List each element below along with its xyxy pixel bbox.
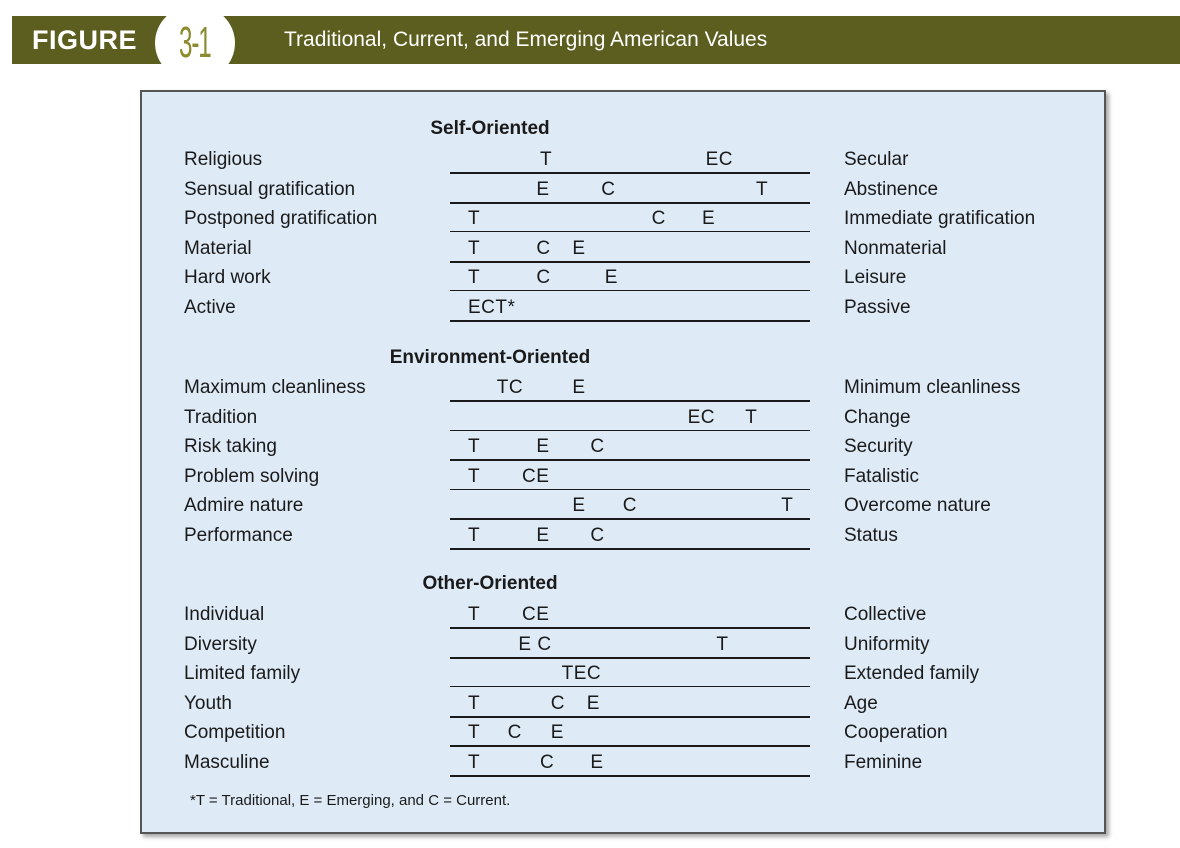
- value-scale-line: [450, 237, 810, 263]
- value-scale-line: [450, 603, 810, 629]
- scale-marker: T: [468, 604, 481, 625]
- scale-marker: E: [536, 178, 550, 200]
- scale-marker: T: [745, 406, 758, 428]
- left-value-label: Competition: [184, 722, 286, 743]
- scale-marker: T: [468, 524, 481, 546]
- left-value-label: Problem solving: [184, 465, 320, 487]
- value-row: [0, 296, 1180, 325]
- right-value-label: Nonmaterial: [844, 237, 947, 259]
- scale-marker: EC: [687, 406, 715, 428]
- scale-marker: CE: [522, 465, 550, 487]
- figure-label: FIGURE: [32, 25, 138, 55]
- value-row: [0, 662, 1180, 691]
- right-value-label: Abstinence: [844, 178, 939, 200]
- scale-marker: T: [468, 436, 481, 457]
- scale-marker: C: [536, 267, 551, 288]
- value-row: [0, 207, 1180, 236]
- left-value-label: Performance: [184, 524, 293, 546]
- value-row: [0, 435, 1180, 464]
- scale-marker: T: [781, 495, 794, 516]
- scale-marker: E: [702, 208, 716, 229]
- scale-marker: CE: [522, 604, 550, 625]
- left-value-label: Postponed gratification: [184, 208, 378, 229]
- left-value-label: Diversity: [184, 633, 257, 655]
- right-value-label: Uniformity: [844, 633, 930, 655]
- scale-marker: T: [540, 149, 553, 170]
- scale-marker: E: [536, 524, 550, 546]
- right-value-label: Age: [844, 692, 878, 714]
- right-value-label: Leisure: [844, 267, 907, 288]
- scale-marker: E: [586, 692, 600, 714]
- value-scale-line: [450, 376, 810, 402]
- value-row: [0, 237, 1180, 266]
- right-value-label: Fatalistic: [844, 465, 919, 487]
- value-row: [0, 406, 1180, 435]
- right-value-label: Overcome nature: [844, 495, 991, 516]
- value-row: [0, 178, 1180, 207]
- right-value-label: Collective: [844, 604, 927, 625]
- right-value-label: Passive: [844, 296, 911, 318]
- right-value-label: Feminine: [844, 751, 923, 773]
- value-scale-line: [450, 178, 810, 204]
- section-title: Other-Oriented: [422, 573, 558, 594]
- value-row: [0, 494, 1180, 523]
- left-value-label: Limited family: [184, 663, 301, 684]
- right-value-label: Secular: [844, 149, 909, 170]
- value-row: [0, 633, 1180, 662]
- value-row: [0, 524, 1180, 553]
- scale-marker: C: [601, 178, 616, 200]
- scale-marker: C: [590, 436, 605, 457]
- right-value-label: Change: [844, 406, 911, 428]
- value-scale-line: [450, 148, 810, 174]
- legend-footnote: *T = Traditional, E = Emerging, and C = Current.: [190, 792, 511, 809]
- value-scale-line: [450, 633, 810, 659]
- scale-marker: ECT*: [468, 296, 516, 318]
- scale-marker: T: [468, 692, 481, 714]
- scale-marker: E: [572, 377, 586, 398]
- scale-marker: C: [540, 751, 555, 773]
- scale-marker: T: [468, 267, 481, 288]
- right-value-label: Extended family: [844, 663, 980, 684]
- scale-marker: T: [716, 633, 729, 655]
- value-scale-line: [450, 406, 810, 431]
- scale-marker: E: [536, 436, 550, 457]
- scale-marker: E C: [518, 633, 552, 655]
- value-scale-line: [450, 494, 810, 520]
- scale-marker: T: [756, 178, 769, 200]
- section-title: Self-Oriented: [430, 118, 550, 139]
- value-row: [0, 751, 1180, 780]
- scale-marker: E: [550, 722, 564, 743]
- value-scale-line: [450, 465, 810, 490]
- value-scale-line: [450, 435, 810, 461]
- scale-marker: C: [550, 692, 566, 714]
- left-value-label: Maximum cleanliness: [184, 377, 366, 398]
- scale-marker: T: [468, 722, 481, 743]
- value-row: [0, 721, 1180, 750]
- figure-title: Traditional, Current, and Emerging American Values: [284, 28, 768, 51]
- scale-marker: T: [468, 208, 481, 229]
- right-value-label: Cooperation: [844, 722, 948, 743]
- left-value-label: Admire nature: [184, 495, 304, 516]
- left-value-label: Hard work: [184, 267, 271, 288]
- scale-marker: C: [507, 722, 522, 743]
- left-value-label: Risk taking: [184, 436, 277, 457]
- left-value-label: Masculine: [184, 751, 270, 773]
- value-scale-line: [450, 207, 810, 232]
- scale-marker: E: [590, 751, 604, 773]
- scale-marker: E: [572, 495, 586, 516]
- value-row: [0, 376, 1180, 405]
- value-row: [0, 465, 1180, 494]
- figure-number-badge: [155, 6, 235, 80]
- scale-marker: T: [468, 465, 481, 487]
- scale-marker: EC: [705, 149, 733, 170]
- scale-marker: C: [651, 208, 666, 229]
- right-value-label: Security: [844, 436, 913, 457]
- left-value-label: Religious: [184, 149, 263, 170]
- value-scale-line: [450, 296, 810, 322]
- right-value-label: Status: [844, 524, 898, 546]
- value-scale-line: [450, 751, 810, 777]
- left-value-label: Material: [184, 237, 252, 259]
- right-value-label: Immediate gratification: [844, 208, 1036, 229]
- value-scale-line: [450, 692, 810, 718]
- value-row: [0, 692, 1180, 721]
- value-scale-line: [450, 524, 810, 550]
- value-scale-line: [450, 662, 810, 687]
- scale-marker: T: [468, 751, 481, 773]
- value-scale-line: [450, 721, 810, 747]
- left-value-label: Individual: [184, 604, 265, 625]
- value-row: [0, 603, 1180, 632]
- scale-marker: C: [622, 495, 638, 516]
- scale-marker: C: [590, 524, 605, 546]
- scale-marker: C: [536, 237, 551, 259]
- scale-marker: TEC: [561, 663, 602, 684]
- scale-marker: TC: [496, 377, 524, 398]
- left-value-label: Tradition: [184, 406, 258, 428]
- scale-marker: E: [604, 267, 618, 288]
- right-value-label: Minimum cleanliness: [844, 377, 1021, 398]
- value-scale-line: [450, 266, 810, 291]
- scale-marker: E: [572, 237, 586, 259]
- left-value-label: Youth: [184, 692, 232, 714]
- scale-marker: T: [468, 237, 481, 259]
- left-value-label: Active: [184, 296, 236, 318]
- value-row: [0, 148, 1180, 177]
- section-title: Environment-Oriented: [389, 347, 591, 368]
- value-row: [0, 266, 1180, 295]
- left-value-label: Sensual gratification: [184, 178, 356, 200]
- figure-number: 3-1: [179, 18, 211, 67]
